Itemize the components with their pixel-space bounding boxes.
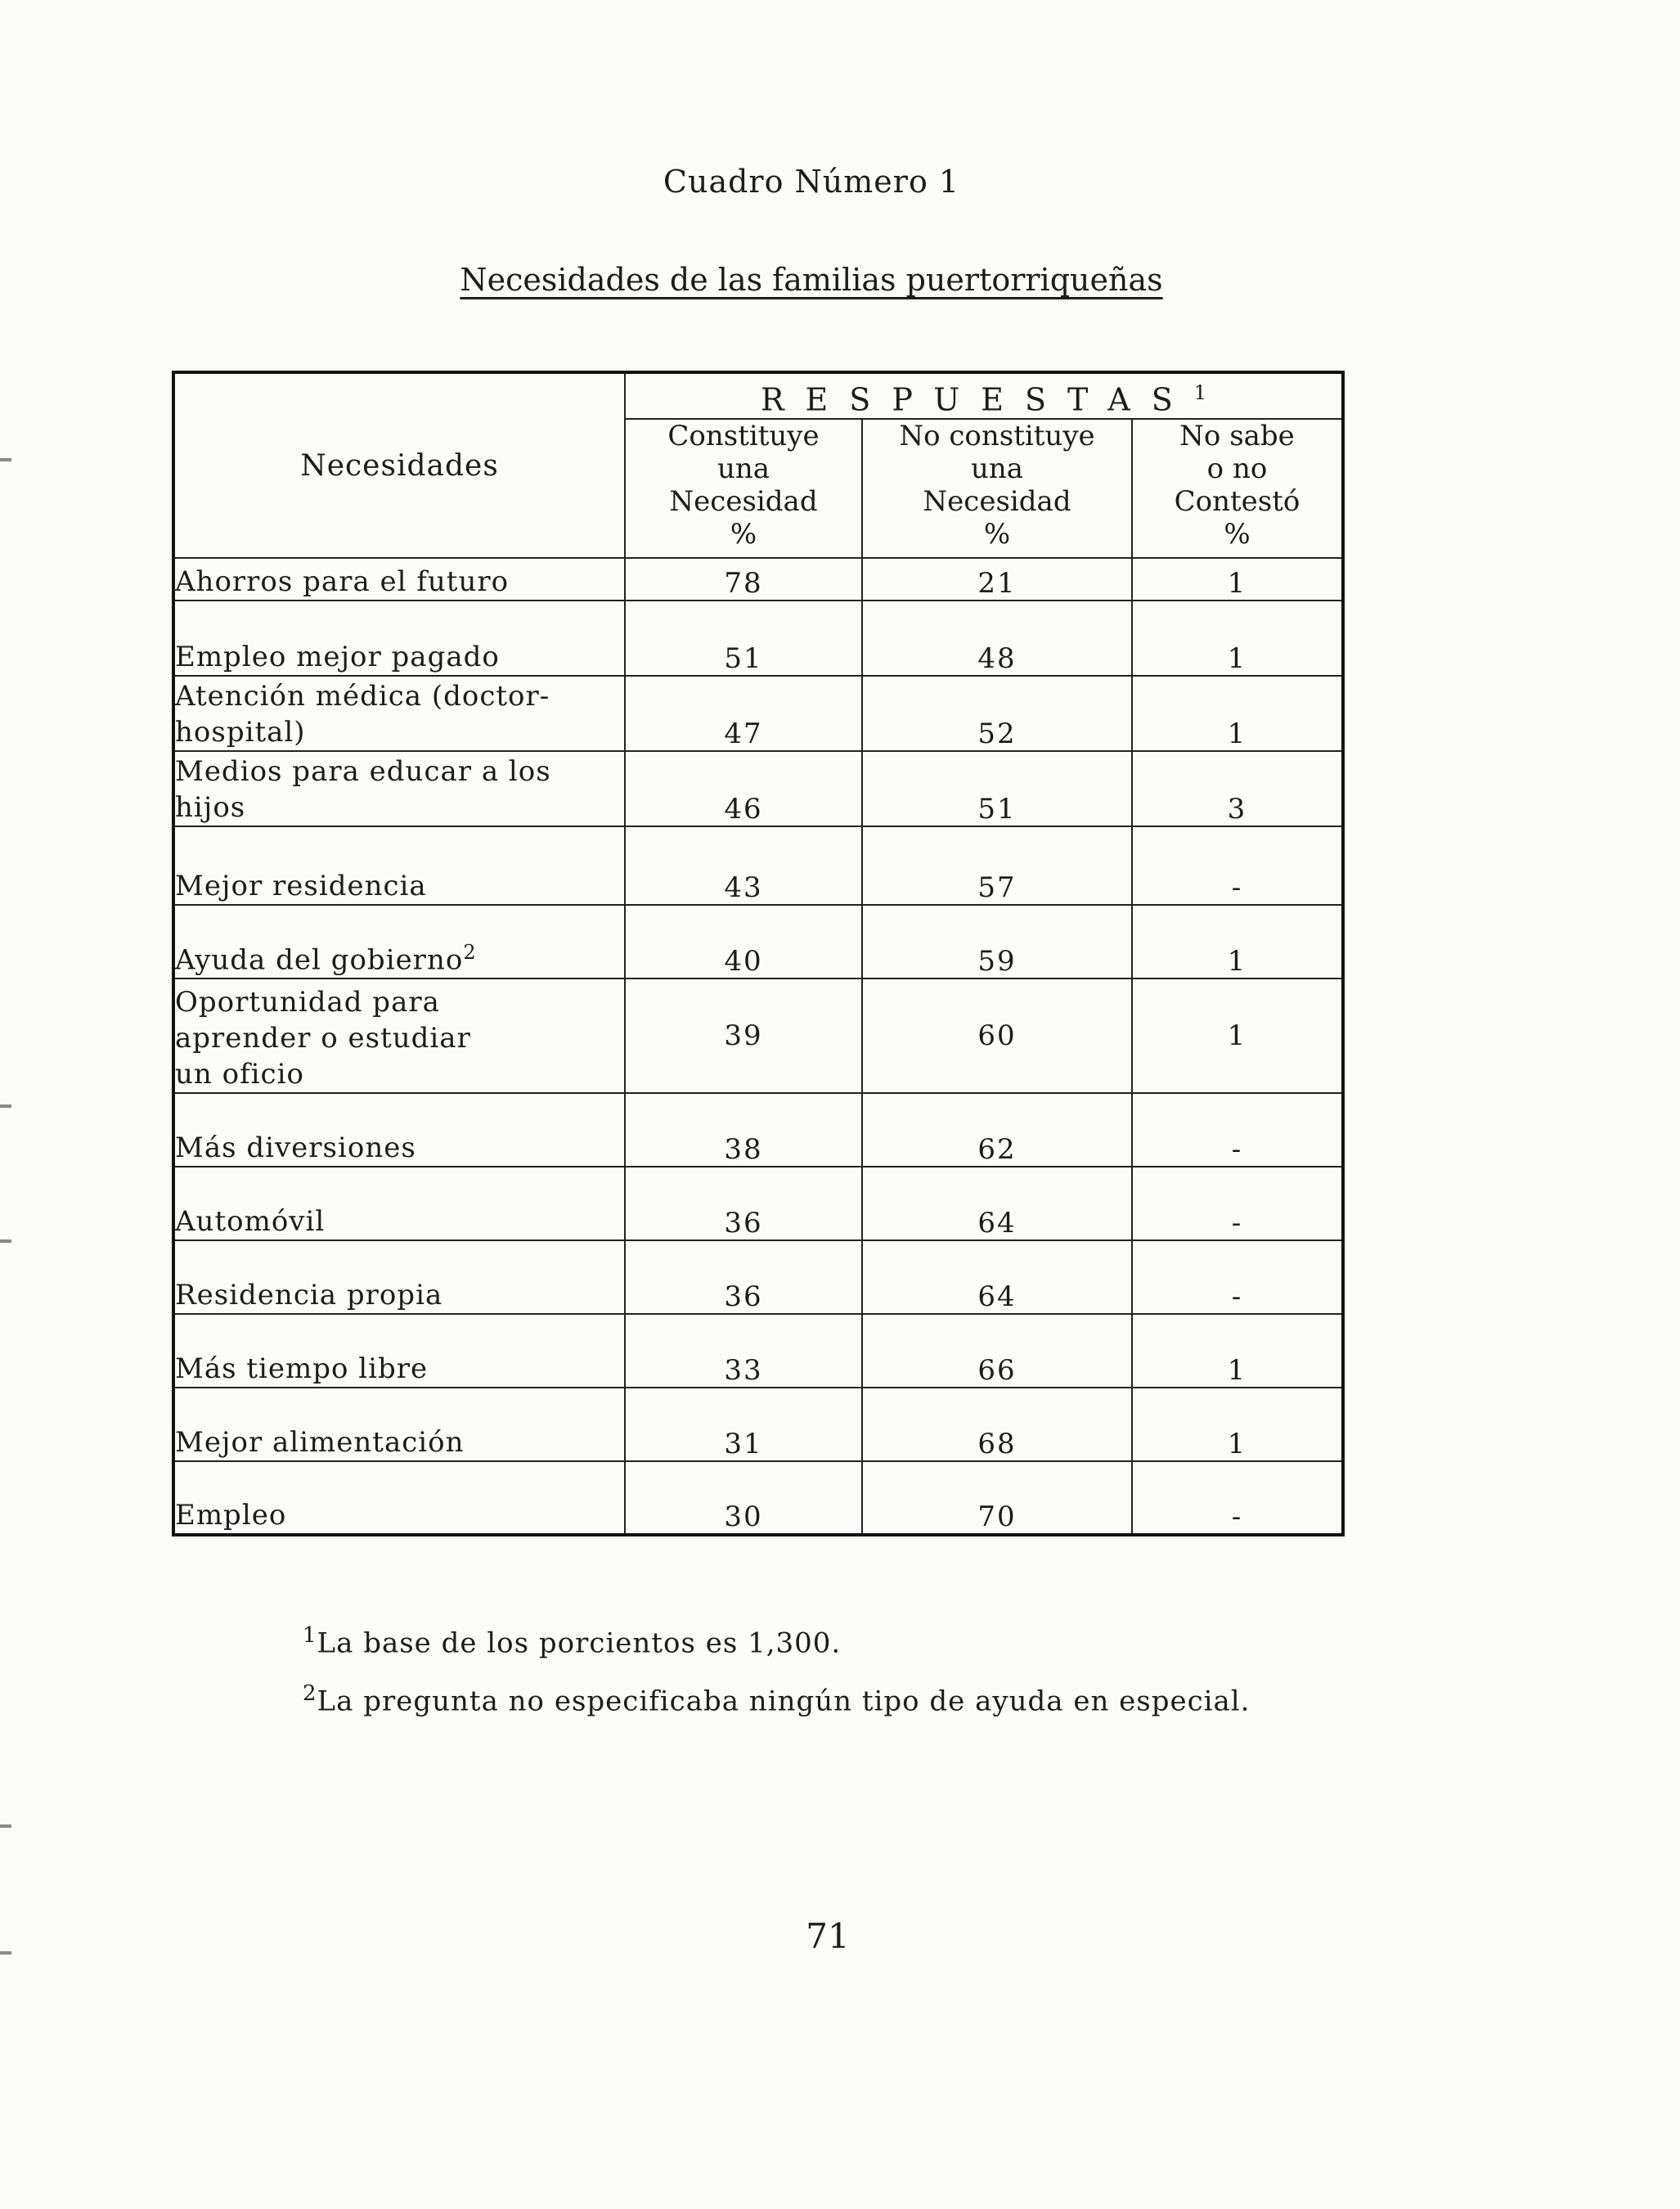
value-no-constituye: 62 xyxy=(862,1093,1132,1167)
value-no-constituye: 59 xyxy=(862,905,1132,979)
scan-edge-mark xyxy=(0,1104,11,1108)
value-no-constituye: 60 xyxy=(862,979,1132,1093)
value-constituye: 38 xyxy=(625,1093,862,1167)
table-row xyxy=(173,979,1343,1093)
value-constituye: 78 xyxy=(625,558,862,601)
value-no-sabe: - xyxy=(1132,826,1343,905)
table-row xyxy=(173,1388,1343,1461)
need-label: Mejor alimentación xyxy=(173,1388,625,1461)
table-row xyxy=(173,558,1343,601)
value-no-sabe: 1 xyxy=(1132,905,1343,979)
scan-edge-mark xyxy=(0,1239,11,1243)
value-no-sabe: 3 xyxy=(1132,751,1343,826)
value-constituye: 39 xyxy=(625,979,862,1093)
need-label: Atención médica (doctor-hospital) xyxy=(173,676,625,751)
col-header-constituye: Constituye una Necesidad % xyxy=(625,419,862,558)
table-row xyxy=(173,676,1343,751)
value-constituye: 36 xyxy=(625,1167,862,1240)
need-label: Oportunidad para aprender o estudiar un oficio xyxy=(173,979,625,1093)
table-row xyxy=(173,1314,1343,1388)
value-no-sabe: - xyxy=(1132,1167,1343,1240)
value-no-sabe: 1 xyxy=(1132,1388,1343,1461)
value-no-sabe: - xyxy=(1132,1461,1343,1535)
need-label: Medios para educar a los hijos xyxy=(173,751,625,826)
value-no-constituye: 52 xyxy=(862,676,1132,751)
value-no-constituye: 66 xyxy=(862,1314,1132,1388)
table-row xyxy=(173,905,1343,979)
value-no-sabe: 1 xyxy=(1132,601,1343,676)
value-constituye: 46 xyxy=(625,751,862,826)
value-constituye: 36 xyxy=(625,1240,862,1314)
value-no-constituye: 64 xyxy=(862,1167,1132,1240)
needs-table xyxy=(172,371,1345,1536)
need-label: Ayuda del gobierno$^2$ xyxy=(173,905,625,979)
page-number: 71 xyxy=(806,1916,850,1956)
table-caption: Cuadro Número 1 xyxy=(663,164,960,200)
value-constituye: 31 xyxy=(625,1388,862,1461)
value-no-constituye: 68 xyxy=(862,1388,1132,1461)
table-row xyxy=(173,826,1343,905)
need-label: Mejor residencia xyxy=(173,826,625,905)
value-no-constituye: 51 xyxy=(862,751,1132,826)
footnote-ref: 2 xyxy=(463,940,477,964)
value-constituye: 40 xyxy=(625,905,862,979)
need-label: Residencia propia xyxy=(173,1240,625,1314)
table-row xyxy=(173,1093,1343,1167)
row-header: Necesidades xyxy=(173,372,625,558)
value-constituye: 43 xyxy=(625,826,862,905)
value-no-sabe: 1 xyxy=(1132,558,1343,601)
value-constituye: 51 xyxy=(625,601,862,676)
table-row xyxy=(173,1240,1343,1314)
need-label: Empleo mejor pagado xyxy=(173,601,625,676)
value-no-constituye: 57 xyxy=(862,826,1132,905)
value-no-constituye: 21 xyxy=(862,558,1132,601)
table-row xyxy=(173,1461,1343,1535)
value-no-sabe: - xyxy=(1132,1093,1343,1167)
table-row xyxy=(173,601,1343,676)
value-no-constituye: 70 xyxy=(862,1461,1132,1535)
value-no-sabe: 1 xyxy=(1132,1314,1343,1388)
table-row xyxy=(173,1167,1343,1240)
value-no-constituye: 48 xyxy=(862,601,1132,676)
need-label: Empleo xyxy=(173,1461,625,1535)
footnote-ref: 1 xyxy=(1193,381,1207,405)
value-constituye: 30 xyxy=(625,1461,862,1535)
footnote-2: $^2$La pregunta no especificaba ningún tipo de ayuda en especial. xyxy=(303,1681,1251,1718)
value-constituye: 33 xyxy=(625,1314,862,1388)
footnote-1: $^1$La base de los porcientos es 1,300. xyxy=(303,1623,842,1660)
value-no-sabe: 1 xyxy=(1132,676,1343,751)
col-header-no-sabe: No sabe o no Contestó % xyxy=(1132,419,1343,558)
respuestas-header: RESPUESTAS$^1$ xyxy=(625,372,1343,419)
footnotes xyxy=(303,1610,1250,1727)
scan-edge-mark xyxy=(0,458,11,461)
col-header-no-constituye: No constituye una Necesidad % xyxy=(862,419,1132,558)
need-label: Más tiempo libre xyxy=(173,1314,625,1388)
value-no-sabe: - xyxy=(1132,1240,1343,1314)
value-constituye: 47 xyxy=(625,676,862,751)
need-label: Ahorros para el futuro xyxy=(173,558,625,601)
value-no-constituye: 64 xyxy=(862,1240,1132,1314)
table-row xyxy=(173,751,1343,826)
scan-edge-mark xyxy=(0,1824,11,1828)
need-label: Automóvil xyxy=(173,1167,625,1240)
table-title: Necesidades de las familias puertorriqueñas xyxy=(460,262,1163,298)
value-no-sabe: 1 xyxy=(1132,979,1343,1093)
scan-edge-mark xyxy=(0,1951,11,1955)
need-label: Más diversiones xyxy=(173,1093,625,1167)
